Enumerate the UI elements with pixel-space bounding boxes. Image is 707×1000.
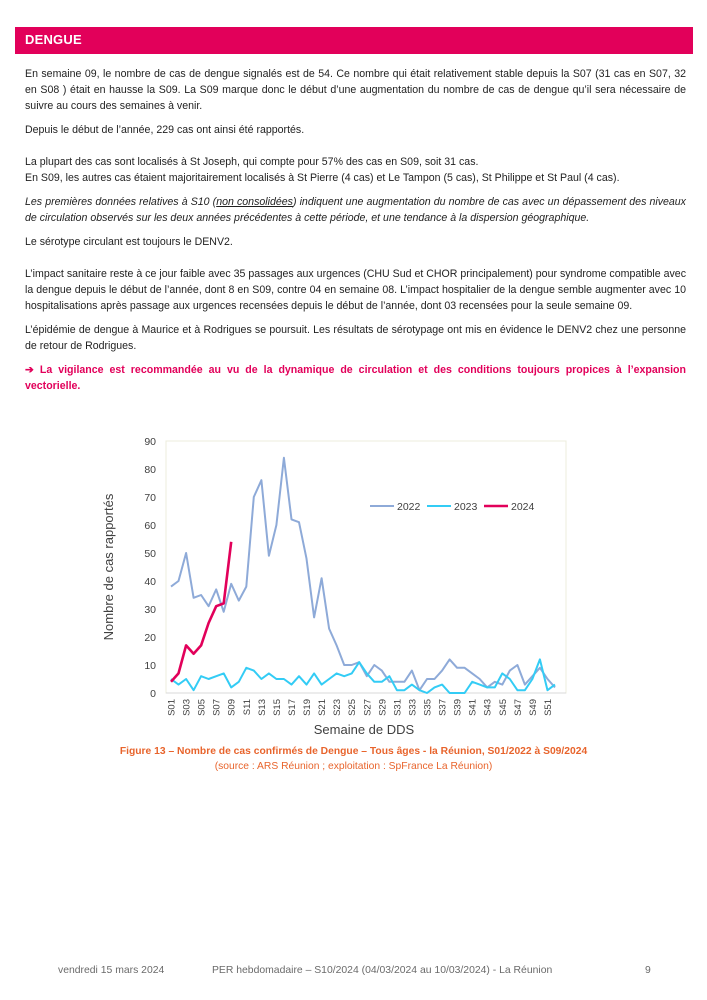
x-tick-label: S41	[467, 699, 479, 716]
x-tick-label: S29	[377, 699, 389, 716]
figure-title: Figure 13 – Nombre de cas confirmés de Dengue – Tous âges - la Réunion, S01/2022 à S09/2024	[119, 746, 588, 757]
y-tick-label: 50	[144, 548, 156, 560]
paragraph-mauritius-rodrigues: L’épidémie de dengue à Maurice et à Rodrigues se poursuit. Les résultats de sérotypage ont mis en évidence le DENV2 chez une personne de retour de Rodrigues.	[25, 324, 686, 352]
x-tick-label: S27	[362, 699, 374, 716]
x-tick-label: S43	[482, 699, 494, 716]
x-tick-label: S07	[211, 699, 223, 716]
x-tick-label: S49	[527, 699, 539, 716]
y-tick-label: 60	[144, 520, 156, 532]
y-tick-label: 90	[144, 436, 156, 448]
y-tick-label: 20	[144, 632, 156, 644]
arrow-right-icon: ➔	[25, 364, 34, 376]
x-tick-label: S03	[181, 699, 193, 716]
paragraph-st-joseph: La plupart des cas sont localisés à St Joseph, qui compte pour 57% des cas en S09, soit 31 cas.	[25, 156, 479, 168]
y-tick-label: 40	[144, 576, 156, 588]
legend-label-2024: 2024	[511, 501, 535, 513]
paragraph-total-cases: Depuis le début de l’année, 229 cas ont ainsi été rapportés.	[25, 124, 305, 136]
y-tick-label: 30	[144, 604, 156, 616]
x-tick-label: S31	[392, 699, 404, 716]
footer-date: vendredi 15 mars 2024	[58, 965, 165, 976]
section-title: DENGUE	[25, 32, 82, 47]
y-tick-label: 70	[144, 492, 156, 504]
section-header	[15, 27, 693, 54]
y-tick-label: 10	[144, 660, 156, 672]
plot-area	[166, 441, 566, 693]
x-tick-label: S01	[166, 699, 178, 716]
x-tick-label: S15	[271, 699, 283, 716]
x-tick-label: S47	[512, 699, 524, 716]
non-consolidated-note: non consolidées	[216, 196, 293, 208]
x-tick-label: S13	[256, 699, 268, 716]
x-axis-label: Semaine de DDS	[313, 722, 415, 737]
x-tick-label: S25	[347, 699, 359, 716]
x-tick-label: S45	[497, 699, 509, 716]
y-tick-label: 80	[144, 464, 156, 476]
x-axis	[166, 693, 566, 716]
figure-source: (source : ARS Réunion ; exploitation : SpFrance La Réunion)	[214, 761, 493, 772]
paragraph-serotype: Le sérotype circulant est toujours le DENV2.	[25, 236, 233, 248]
y-axis	[144, 436, 156, 700]
paragraph-other-locations: En S09, les autres cas étaient majoritairement localisés à St Pierre (4 cas) et Le Tampon (5 cas), St Philippe et St Paul (4 cas).	[25, 172, 620, 184]
legend-label-2023: 2023	[454, 501, 478, 513]
dengue-line-chart	[95, 425, 585, 745]
x-tick-label: S19	[302, 699, 314, 716]
x-tick-label: S09	[226, 699, 238, 716]
s10-text-post: ) indiquent une augmentation du nombre de cas avec un dépassement des niveaux de circulation observés sur les deux années précédentes à cette période, et une tendance à la dispersion géographique.	[25, 196, 686, 224]
x-tick-label: S21	[317, 699, 329, 716]
x-tick-label: S23	[332, 699, 344, 716]
x-tick-label: S37	[437, 699, 449, 716]
s10-text-pre: Les premières données relatives à S10 (	[25, 196, 217, 208]
vigilance-alert	[25, 362, 686, 394]
y-axis-label: Nombre de cas rapportés	[101, 493, 116, 641]
legend-label-2022: 2022	[397, 501, 421, 513]
x-tick-label: S39	[452, 699, 464, 716]
x-tick-label: S33	[407, 699, 419, 716]
paragraph-weekly-cases: En semaine 09, le nombre de cas de dengue signalés est de 54. Ce nombre qui était relativement stable depuis la S07 (31 cas en S07, 32 en S08 ) était en hausse la S09. La S09 marque donc le début d’une augmentation du nombre de cas de dengue qu’il sera nécessaire de suivre au cours des semaines à venir.	[25, 68, 686, 112]
footer-publication: PER hebdomadaire – S10/2024 (04/03/2024 au 10/03/2024) - La Réunion	[212, 965, 553, 976]
paragraph-health-impact: L’impact sanitaire reste à ce jour faible avec 35 passages aux urgences (CHU Sud et CHOR principalement) pour syndrome compatible avec la dengue depuis le début de l’année, dont 8 en S09, contre 04 en semaine 08. L’impact hospitalier de la dengue semble augmenter avec 10 hospitalisations après passage aux urgences recensées depuis le début de l’année, dont 03 recensées pour la seule semaine 09.	[25, 268, 686, 312]
x-tick-label: S11	[241, 699, 253, 716]
x-tick-label: S35	[422, 699, 434, 716]
x-tick-label: S05	[196, 699, 208, 716]
page-number: 9	[645, 965, 651, 976]
paragraph-s10-preliminary	[25, 194, 686, 226]
chart-canvas	[95, 425, 585, 745]
y-tick-label: 0	[150, 688, 156, 700]
x-tick-label: S17	[286, 699, 298, 716]
alert-text: La vigilance est recommandée au vu de la dynamique de circulation et des conditions toujours propices à l’expansion vectorielle.	[25, 364, 686, 392]
x-tick-label: S51	[542, 699, 554, 716]
